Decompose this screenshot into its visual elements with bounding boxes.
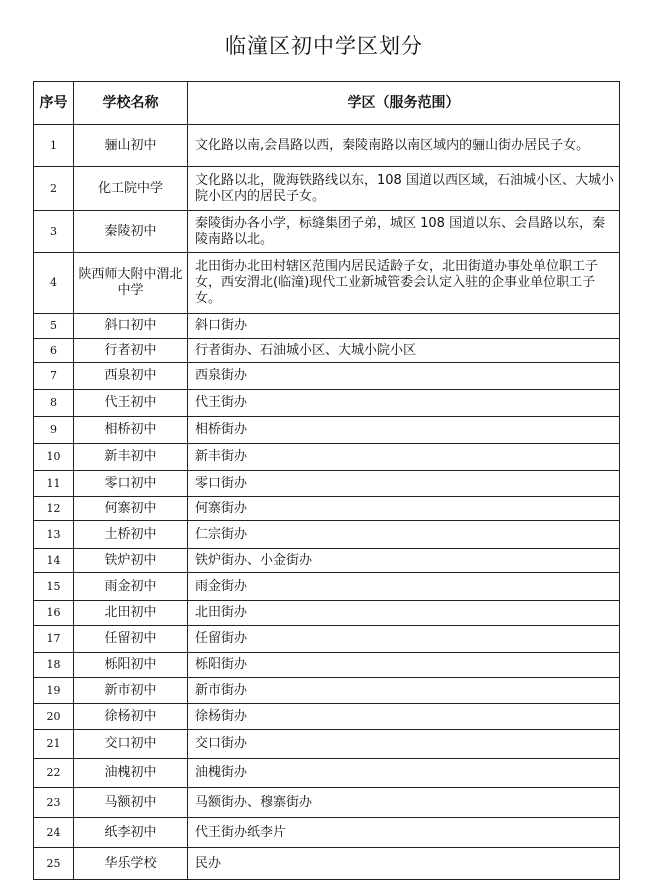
row-num: 12 xyxy=(34,497,74,521)
row-district: 栎阳街办 xyxy=(188,653,620,678)
row-school-name: 陕西师大附中渭北中学 xyxy=(74,253,188,314)
table-row xyxy=(34,759,620,788)
row-school-name: 零口初中 xyxy=(74,471,188,497)
table-row xyxy=(34,471,620,497)
row-district: 何寨街办 xyxy=(188,497,620,521)
table-row xyxy=(34,211,620,253)
row-num: 5 xyxy=(34,314,74,339)
row-school-name: 相桥初中 xyxy=(74,417,188,444)
row-school-name: 栎阳初中 xyxy=(74,653,188,678)
table-row xyxy=(34,818,620,848)
table-row xyxy=(34,314,620,339)
row-district: 文化路以南,会昌路以西，秦陵南路以南区域内的骊山街办居民子女。 xyxy=(188,125,620,167)
table-row xyxy=(34,253,620,314)
row-district: 马额街办、穆寨街办 xyxy=(188,788,620,818)
row-district: 相桥街办 xyxy=(188,417,620,444)
row-num: 3 xyxy=(34,211,74,253)
header-area: 学区（服务范围） xyxy=(188,82,620,125)
school-district-table xyxy=(33,81,620,880)
row-num: 17 xyxy=(34,626,74,653)
row-district: 代王街办纸李片 xyxy=(188,818,620,848)
table-row xyxy=(34,730,620,759)
table-row xyxy=(34,573,620,601)
table-header-row xyxy=(34,82,620,125)
table-row xyxy=(34,788,620,818)
row-district: 代王街办 xyxy=(188,390,620,417)
row-num: 23 xyxy=(34,788,74,818)
row-school-name: 新丰初中 xyxy=(74,444,188,471)
row-num: 4 xyxy=(34,253,74,314)
row-district: 行者街办、石油城小区、大城小院小区 xyxy=(188,339,620,363)
row-num: 7 xyxy=(34,363,74,390)
row-district: 新市街办 xyxy=(188,678,620,704)
table-row xyxy=(34,521,620,549)
row-district: 民办 xyxy=(188,848,620,880)
row-district: 文化路以北，陇海铁路线以东，108 国道以西区域，石油城小区、大城小院小区内的居民子女。 xyxy=(188,167,620,211)
row-district: 油槐街办 xyxy=(188,759,620,788)
row-district: 徐杨街办 xyxy=(188,704,620,730)
table-row xyxy=(34,390,620,417)
table-row xyxy=(34,125,620,167)
row-num: 11 xyxy=(34,471,74,497)
row-school-name: 雨金初中 xyxy=(74,573,188,601)
row-school-name: 马额初中 xyxy=(74,788,188,818)
row-district: 秦陵街办各小学，标缝集团子弟，城区 108 国道以东、会昌路以东，秦陵南路以北。 xyxy=(188,211,620,253)
row-district: 新丰街办 xyxy=(188,444,620,471)
header-num: 序号 xyxy=(34,82,74,125)
row-num: 9 xyxy=(34,417,74,444)
row-school-name: 北田初中 xyxy=(74,601,188,626)
table-row xyxy=(34,497,620,521)
row-district: 交口街办 xyxy=(188,730,620,759)
table-row xyxy=(34,626,620,653)
row-school-name: 化工院中学 xyxy=(74,167,188,211)
row-school-name: 代王初中 xyxy=(74,390,188,417)
row-school-name: 何寨初中 xyxy=(74,497,188,521)
row-district: 北田街办北田村辖区范围内居民适龄子女，北田街道办事处单位职工子女，西安渭北(临潼)现代工业新城管委会认定入驻的企事业单位职工子女。 xyxy=(188,253,620,314)
row-district: 零口街办 xyxy=(188,471,620,497)
row-school-name: 新市初中 xyxy=(74,678,188,704)
row-district: 西泉街办 xyxy=(188,363,620,390)
row-school-name: 骊山初中 xyxy=(74,125,188,167)
row-num: 25 xyxy=(34,848,74,880)
row-school-name: 土桥初中 xyxy=(74,521,188,549)
page-title: 临潼区初中学区划分 xyxy=(225,34,423,58)
row-school-name: 华乐学校 xyxy=(74,848,188,880)
row-num: 19 xyxy=(34,678,74,704)
row-school-name: 斜口初中 xyxy=(74,314,188,339)
table-row xyxy=(34,444,620,471)
row-num: 2 xyxy=(34,167,74,211)
row-district: 仁宗街办 xyxy=(188,521,620,549)
row-num: 10 xyxy=(34,444,74,471)
row-num: 18 xyxy=(34,653,74,678)
row-school-name: 行者初中 xyxy=(74,339,188,363)
row-district: 雨金街办 xyxy=(188,573,620,601)
row-num: 6 xyxy=(34,339,74,363)
row-school-name: 秦陵初中 xyxy=(74,211,188,253)
table-row xyxy=(34,339,620,363)
row-num: 21 xyxy=(34,730,74,759)
row-num: 20 xyxy=(34,704,74,730)
row-district: 任留街办 xyxy=(188,626,620,653)
row-num: 22 xyxy=(34,759,74,788)
row-school-name: 铁炉初中 xyxy=(74,549,188,573)
row-school-name: 徐杨初中 xyxy=(74,704,188,730)
table-row xyxy=(34,653,620,678)
table-row xyxy=(34,848,620,880)
row-num: 13 xyxy=(34,521,74,549)
row-num: 8 xyxy=(34,390,74,417)
row-num: 15 xyxy=(34,573,74,601)
header-name: 学校名称 xyxy=(74,82,188,125)
row-district: 斜口街办 xyxy=(188,314,620,339)
row-school-name: 西泉初中 xyxy=(74,363,188,390)
row-district: 北田街办 xyxy=(188,601,620,626)
table-row xyxy=(34,704,620,730)
row-num: 16 xyxy=(34,601,74,626)
row-school-name: 纸李初中 xyxy=(74,818,188,848)
row-num: 1 xyxy=(34,125,74,167)
row-num: 24 xyxy=(34,818,74,848)
table-row xyxy=(34,549,620,573)
row-school-name: 任留初中 xyxy=(74,626,188,653)
row-district: 铁炉街办、小金街办 xyxy=(188,549,620,573)
row-school-name: 油槐初中 xyxy=(74,759,188,788)
row-school-name: 交口初中 xyxy=(74,730,188,759)
table-row xyxy=(34,417,620,444)
table-row xyxy=(34,601,620,626)
table-row xyxy=(34,167,620,211)
row-num: 14 xyxy=(34,549,74,573)
table-row xyxy=(34,363,620,390)
table-row xyxy=(34,678,620,704)
